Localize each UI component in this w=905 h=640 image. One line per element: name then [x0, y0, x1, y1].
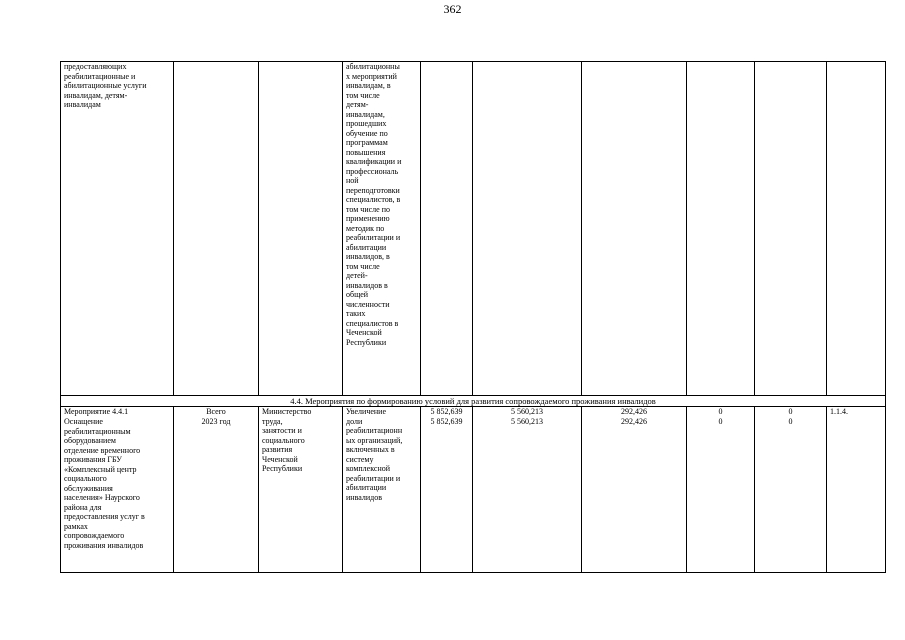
indicator-cell: Увеличение доли реабилитационн ых организаций, включенных в систему комплексной реабилитации и абилитации инвалидов: [343, 407, 421, 573]
value-cell: [755, 62, 827, 396]
measure-name-cell: предоставляющих реабилитационные и абилитационные услуги инвалидам, детям- инвалидам: [61, 62, 174, 396]
value-cell: [687, 62, 755, 396]
value-year: 5 560,213: [511, 417, 543, 426]
value-year: 292,426: [621, 417, 647, 426]
value-cell-regional-funding: [582, 407, 687, 573]
value-cell-local-funding: [687, 407, 755, 573]
link-cell: 1.1.4.: [827, 407, 886, 573]
value-total: 0: [718, 407, 723, 416]
section-heading-row: [61, 396, 886, 407]
period-year: 2023 год: [201, 417, 231, 426]
value-year: 0: [718, 417, 723, 426]
page-number: 362: [443, 2, 462, 16]
table-row-measure-4-4-1: [61, 407, 886, 573]
value-cell: [473, 62, 582, 396]
value-cell-total-funding: [421, 407, 473, 573]
value-cell-other-funding: [755, 407, 827, 573]
value-total: 0: [788, 407, 793, 416]
table-row-continued: [61, 62, 886, 396]
value-year: 5 852,639: [430, 417, 463, 426]
value-cell: [421, 62, 473, 396]
period-total: Всего: [206, 407, 226, 416]
period-cell: [174, 407, 259, 573]
value-total: 292,426: [621, 407, 647, 416]
value-total: 5 852,639: [430, 407, 463, 416]
link-cell: [827, 62, 886, 396]
value-cell: [582, 62, 687, 396]
executor-cell: Министерство труда, занятости и социального развития Чеченской Республики: [259, 407, 343, 573]
indicator-cell: абилитационны х мероприятий инвалидам, в том числе детям- инвалидам, прошедших обучение по программам повышения квалификации и профессиональ ной переподготовки специалистов, в том числе по применению методик по реабилитации и абилитации инвалидов, в том числе детей- инвалидов в общей численности таких специалистов в Чеченской Республики: [343, 62, 421, 396]
measure-number: Мероприятие 4.4.1: [64, 407, 129, 416]
period-cell: [174, 62, 259, 396]
section-heading: 4.4. Мероприятия по формированию условий для развития сопровождаемого проживания инвалидов: [61, 396, 886, 407]
executor-cell: [259, 62, 343, 396]
measure-description: Оснащение реабилитационным оборудованием отделение временного проживания ГБУ «Комплексный центр социального обслуживания населения» Наурского района для предоставления услуг в рамках сопровождаемого проживания инвалидов: [64, 417, 145, 550]
program-measures-table: [60, 61, 886, 573]
measure-cell: [61, 407, 174, 573]
value-total: 5 560,213: [511, 407, 543, 416]
value-cell-federal-funding: [473, 407, 582, 573]
value-year: 0: [788, 417, 793, 426]
